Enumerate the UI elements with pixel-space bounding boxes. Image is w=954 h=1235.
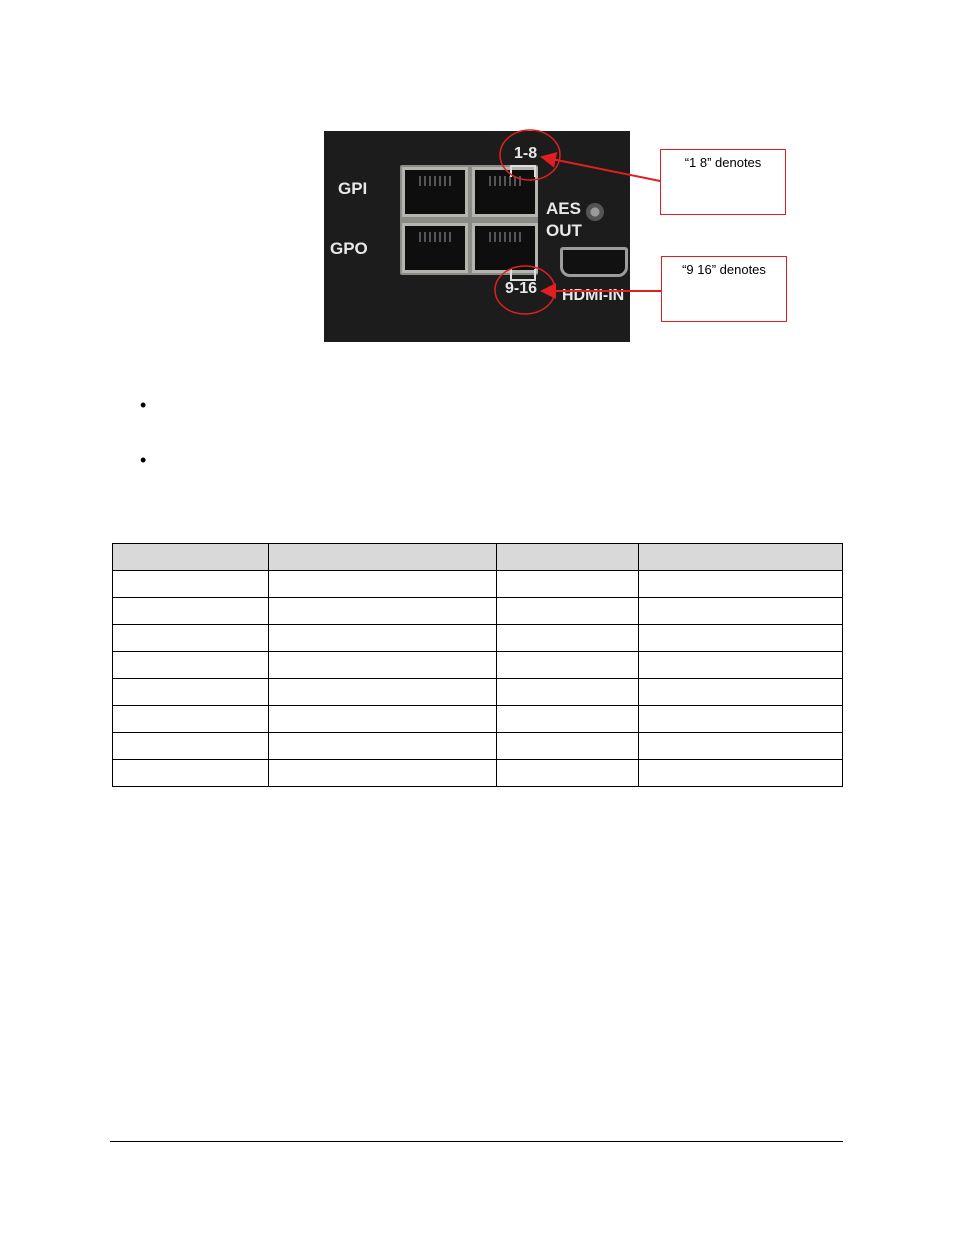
callout-box-top: [660, 149, 786, 215]
table-row: [113, 706, 843, 733]
footer-divider: [110, 1141, 843, 1142]
table-cell: [638, 733, 842, 760]
table-cell: [496, 598, 638, 625]
callout-box-bottom: [661, 256, 787, 322]
table-cell: [113, 571, 269, 598]
table-header-cell: [268, 544, 496, 571]
table-row: [113, 625, 843, 652]
table-cell: [268, 733, 496, 760]
table-row: [113, 571, 843, 598]
table-cell: [268, 706, 496, 733]
gpi-label: GPI: [338, 179, 368, 198]
aes-label: AES: [546, 199, 581, 218]
table-cell: [113, 760, 269, 787]
table-cell: [496, 625, 638, 652]
pinout-table: [112, 543, 843, 787]
table-cell: [638, 679, 842, 706]
range-1-8-label: 1-8: [514, 145, 538, 162]
bullet-marker: •: [140, 450, 147, 470]
table-cell: [496, 733, 638, 760]
table-row: [113, 652, 843, 679]
gpo-label: GPO: [330, 239, 368, 258]
table-cell: [496, 760, 638, 787]
table-cell: [496, 706, 638, 733]
table-cell: [268, 760, 496, 787]
annotation-overlay: [0, 0, 954, 400]
callout-arrow-top: [542, 157, 660, 181]
table-row: [113, 733, 843, 760]
table-header-cell: [638, 544, 842, 571]
callout-text-top: “1 8” denotes: [684, 155, 762, 170]
table-row: [113, 598, 843, 625]
table-cell: [638, 652, 842, 679]
table-cell: [638, 598, 842, 625]
table-cell: [268, 571, 496, 598]
out-label: OUT: [546, 221, 582, 240]
bullet-marker: •: [140, 395, 147, 415]
table-cell: [113, 652, 269, 679]
range-9-16-label: 9-16: [505, 280, 538, 297]
table-cell: [113, 679, 269, 706]
table-header-cell: [113, 544, 269, 571]
table-cell: [638, 706, 842, 733]
table-row: [113, 760, 843, 787]
table-cell: [638, 571, 842, 598]
table-cell: [268, 598, 496, 625]
table-cell: [638, 760, 842, 787]
hdmi-in-label: HDMI-IN: [562, 287, 625, 304]
table-cell: [268, 679, 496, 706]
table-cell: [113, 733, 269, 760]
table-cell: [268, 625, 496, 652]
table-cell: [113, 625, 269, 652]
table-cell: [496, 679, 638, 706]
table-header-cell: [496, 544, 638, 571]
table-header-row: [113, 544, 843, 571]
table-cell: [268, 652, 496, 679]
table-cell: [113, 598, 269, 625]
table-cell: [496, 652, 638, 679]
table-cell: [638, 625, 842, 652]
table-cell: [113, 706, 269, 733]
highlight-circle-top: [500, 130, 560, 180]
table-cell: [496, 571, 638, 598]
callout-text-bottom: “9 16” denotes: [682, 262, 766, 277]
table-row: [113, 679, 843, 706]
